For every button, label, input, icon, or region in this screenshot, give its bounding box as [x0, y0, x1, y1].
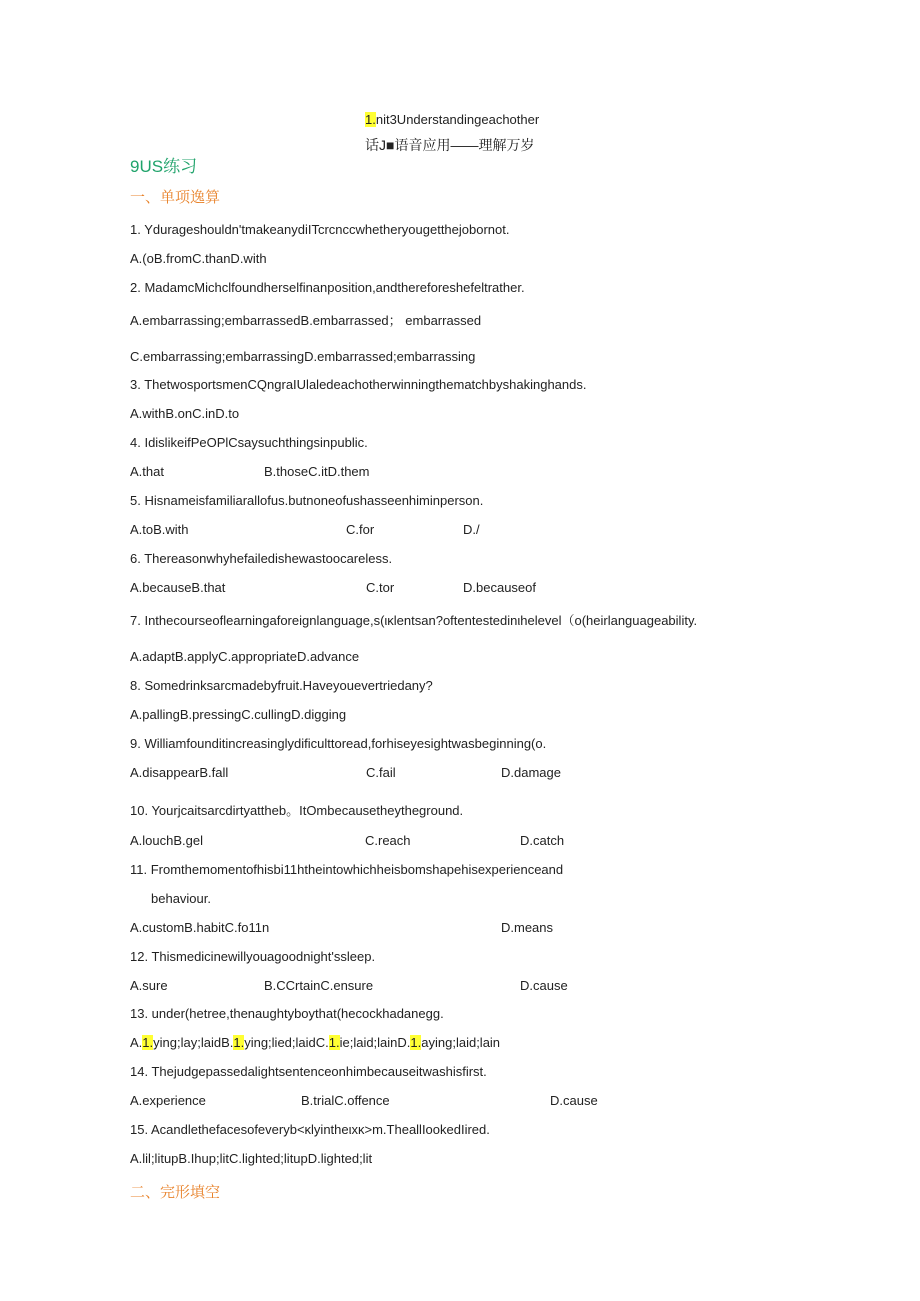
options-14 [130, 1093, 830, 1109]
options-8: A.pallingB.pressingC.cullingD.digging [130, 707, 347, 722]
question-12: 12. Thismedicinewillyouagoodnight'ssleep. [130, 949, 376, 964]
option-11a: A.customB.habitC.fo11n [130, 920, 270, 935]
option-6a: A.becauseB.that [130, 580, 226, 595]
option-14d: D.cause [550, 1093, 598, 1108]
option-5a: A.toB.with [130, 522, 189, 537]
options-9 [130, 765, 830, 781]
option-10a: A.louchB.gel [130, 833, 203, 848]
question-8: 8. Somedrinksarcmadebyfruit.Haveyouevertriedany? [130, 678, 433, 693]
question-10: 10. Yourjcaitsarcdirtyattheb。ItOmbecausetheytheground. [130, 803, 464, 818]
question-11: 11. Fromthemomentofhisbi11htheintowhichheisbomshapehisexperienceand [130, 862, 564, 877]
options-4 [130, 464, 830, 480]
option-9d: D.damage [501, 765, 561, 780]
option-12d: D.cause [520, 978, 568, 993]
option-6c: C.tor [366, 580, 395, 595]
options-7: A.adaptB.applyC.appropriateD.advance [130, 649, 360, 664]
option-6d: D.becauseof [463, 580, 536, 595]
question-6: 6. Thereasonwhyhefailedishewastoocareless. [130, 551, 393, 566]
options-1: A.(oB.fromC.thanD.with [130, 251, 267, 266]
document-title [365, 112, 539, 128]
option-5c: C.for [346, 522, 375, 537]
option-12a: A.sure [130, 978, 168, 993]
section-heading-single-choice: 一、单项逸算 [130, 189, 221, 206]
options-2b: C.embarrassing;embarrassingD.embarrassed;embarrassing [130, 349, 476, 364]
option-13-text: ie;laid;lainD. [339, 1035, 411, 1050]
highlighted-text: 1. [233, 1035, 245, 1050]
section-heading-cloze: 二、完形填空 [130, 1184, 221, 1201]
option-10d: D.catch [520, 833, 565, 848]
options-13 [130, 1035, 500, 1051]
option-14a: A.experience [130, 1093, 206, 1108]
question-11-continued: behaviour. [151, 891, 211, 906]
question-13: 13. under(hetree,thenaughtyboythat(hecockhadanegg. [130, 1006, 444, 1021]
option-10c: C.reach [365, 833, 411, 848]
question-7: 7. Inthecourseoflearningaforeignlanguage,s(ικlentsan?oftentestedinιhelevel（o(heirlanguageability. [130, 613, 698, 628]
option-11d: D.means [501, 920, 554, 935]
question-4: 4. IdislikeifPeOPlCsaysuchthingsinpublic. [130, 435, 368, 450]
option-9c: C.fail [366, 765, 396, 780]
option-13-text: ying;lay;laidB. [153, 1035, 234, 1050]
option-5d: D./ [463, 522, 480, 537]
options-2a: A.embarrassing;embarrassedB.embarrassed； embarrassed [130, 313, 482, 328]
question-3: 3. ThetwosportsmenCQngraIUlaledeachotherwinningthematchbyshakinghands. [130, 377, 587, 392]
question-14: 14. Thejudgepassedalightsentenceonhimbecauseitwashisfirst. [130, 1064, 487, 1079]
options-15: A.lil;litupB.Ihup;litC.lighted;litupD.lighted;lit [130, 1151, 373, 1166]
option-13-text: ying;lied;laidC. [244, 1035, 329, 1050]
option-12b: B.CCrtainC.ensure [264, 978, 374, 993]
option-4a: A.that [130, 464, 164, 479]
question-15: 15. Acandlethefacesofeveryb<κlyintheιxκ>m.TheallIookedIired. [130, 1122, 490, 1137]
highlighted-text: 1. [365, 112, 376, 127]
question-2: 2. MadamcMichclfoundherselfinanposition,andthereforeshefeltrather. [130, 280, 525, 295]
title-text: nit3Understandingeachother [375, 112, 540, 127]
options-11 [130, 920, 830, 936]
option-13-text: A. [130, 1035, 143, 1050]
options-6 [130, 580, 830, 596]
options-10 [130, 833, 830, 849]
options-3: A.withB.onC.inD.to [130, 406, 240, 421]
option-4b: B.thoseC.itD.them [264, 464, 370, 479]
question-9: 9. Williamfounditincreasinglydiﬁculttoread,forhiseyesightwasbeginning(o. [130, 736, 547, 751]
question-1: 1. Ydurageshouldn'tmakeanydiITcrcnccwhetheryougetthejobornot. [130, 222, 510, 237]
option-9a: A.disappearB.fall [130, 765, 229, 780]
option-14b: B.trialC.offence [301, 1093, 390, 1108]
options-12 [130, 978, 830, 994]
document-subtitle: 话J■语音应用——理解万岁 [365, 137, 535, 153]
highlighted-text: 1. [142, 1035, 154, 1050]
options-5 [130, 522, 830, 538]
practice-heading: 9US练习 [130, 157, 198, 176]
question-5: 5. Hisnameisfamiliarallofus.butnoneofushasseenhiminperson. [130, 493, 484, 508]
highlighted-text: 1. [328, 1035, 340, 1050]
highlighted-text: 1. [410, 1035, 422, 1050]
option-13-text: aying;laid;lain [421, 1035, 501, 1050]
